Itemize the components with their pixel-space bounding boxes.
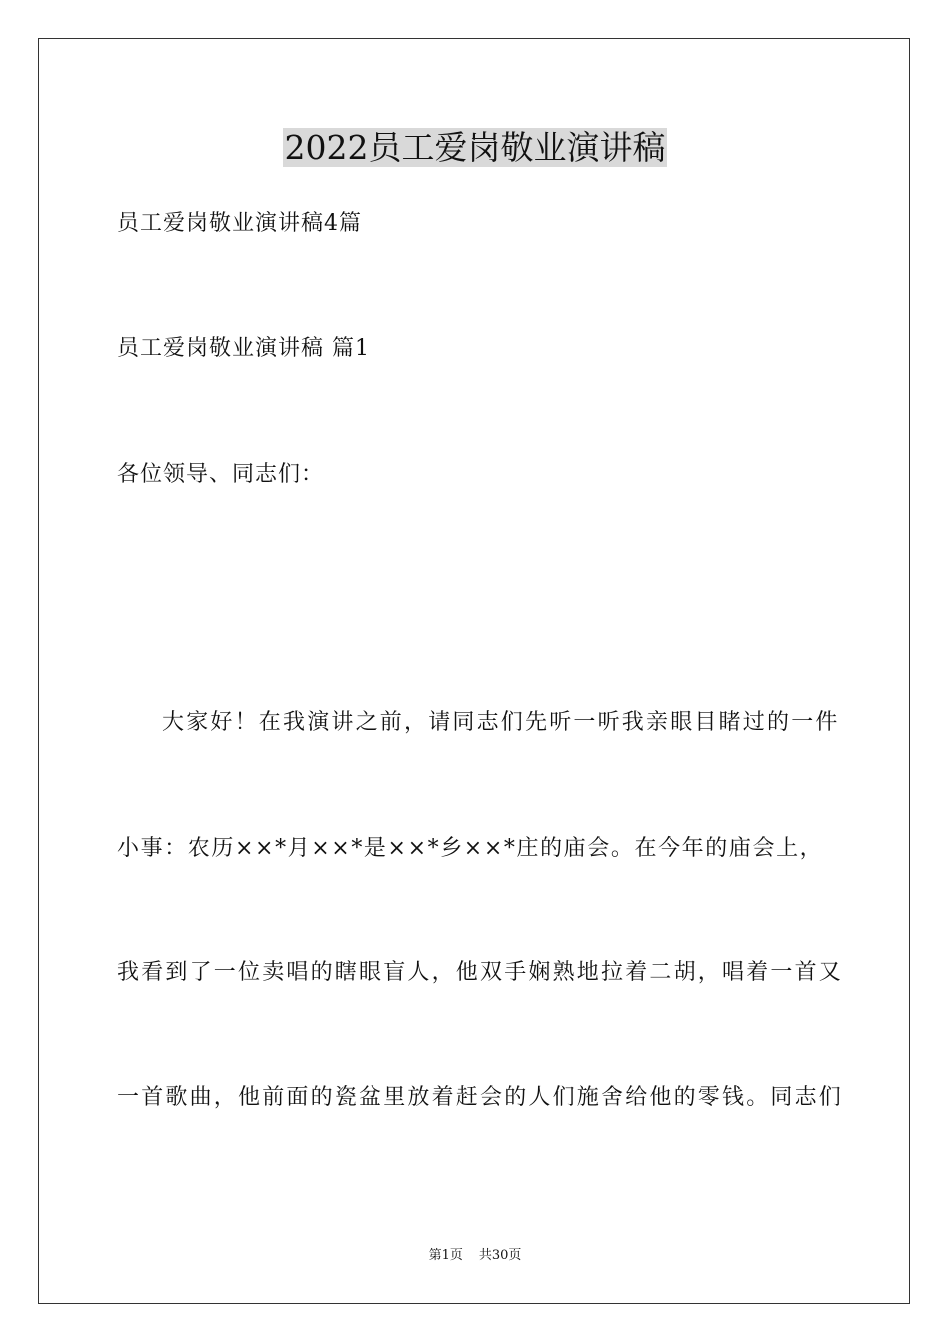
- page-number: 第1页: [428, 1248, 463, 1263]
- document-title: [0, 128, 950, 168]
- paragraph-line: 一首歌曲，他前面的瓷盆里放着赶会的人们施舍给他的零钱。同志们: [117, 1085, 844, 1110]
- page-total: 共30页: [478, 1248, 522, 1263]
- paragraph-line: 大家好！在我演讲之前，请同志们先听一听我亲眼目睹过的一件: [162, 710, 840, 735]
- document-title-text: 2022员工爱岗敬业演讲稿: [284, 128, 666, 167]
- paragraph-line: 小事：农历××*月××*是××*乡××*庄的庙会。在今年的庙会上，: [117, 836, 824, 861]
- page-footer: [0, 1248, 950, 1264]
- greeting-line: 各位领导、同志们：: [117, 462, 325, 487]
- paragraph-line: 我看到了一位卖唱的瞎眼盲人，他双手娴熟地拉着二胡，唱着一首又: [117, 960, 844, 985]
- section-heading: 员工爱岗敬业演讲稿 篇1: [117, 336, 370, 361]
- document-subtitle: 员工爱岗敬业演讲稿4篇: [117, 211, 362, 236]
